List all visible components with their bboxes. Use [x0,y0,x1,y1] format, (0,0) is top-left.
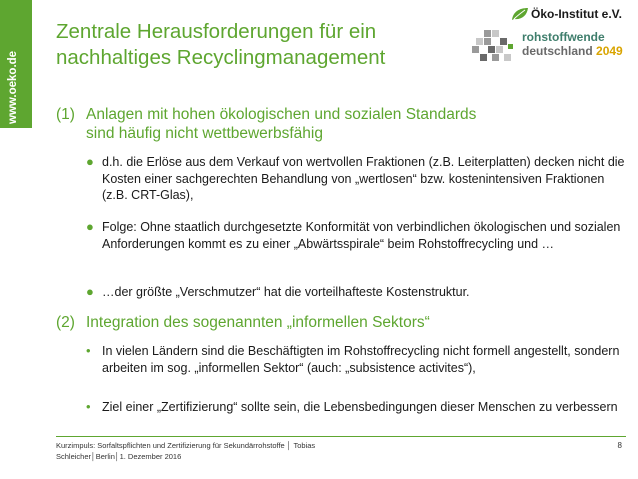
oeko-institut-name: Öko-Institut e.V. [531,7,622,21]
sidebar-url[interactable]: www.oeko.de [7,50,19,124]
oeko-institut-logo [511,6,622,22]
slide-title [56,19,426,71]
slide-title-line-2: nachhaltiges Recyclingmanagement [56,46,386,69]
page-number: 8 [617,441,622,450]
section-2-bullet-1 [86,343,626,376]
bullet-text: …der größte „Verschmutzer“ hat die vorteilhafteste Kostenstruktur. [102,285,470,299]
bullet-text: d.h. die Erlöse aus dem Verkauf von wertvollen Fraktionen (z.B. Leiterplatten) decken nicht die Kosten einer sachgerechten Behandlung von „wertlosen“ bzw. kostenintensiven Fraktionen (z.B. CRT-Glas), [102,155,625,202]
rohstoffwende-logo [472,30,623,66]
section-1-heading [56,105,536,143]
bullet-dot-icon: ● [86,219,94,234]
section-2-number: (2) [56,314,75,331]
footer-text: Kurzimpuls: Sorfaltspflichten und Zertifizierung für Sekundärrohstoffe │ Tobias Schleicher│Berlin│1. Dezember 2016 [56,441,316,461]
bullet-dot-icon: • [86,399,91,414]
section-1-number: (1) [56,106,75,123]
section-2-heading-line-1: Integration des sogenannten „informellen Sektors“ [86,314,430,331]
bullet-dot-icon: ● [86,284,94,299]
rohstoffwende-subtitle [522,44,623,58]
rohstoffwende-grid-icon [472,30,516,66]
bullet-text: In vielen Ländern sind die Beschäftigten im Rohstoffrecycling nicht formell angestellt, sondern arbeiten im sog. „informellen Sektor“ (auch: „subsistence activites“), [102,344,620,375]
bullet-dot-icon: ● [86,154,94,169]
section-2-bullet-2 [86,399,626,416]
rohstoffwende-name: rohstoffwende [522,30,605,44]
rohstoffwende-country: deutschland [522,44,593,58]
rohstoffwende-year: 2049 [596,44,623,58]
leaf-icon [511,7,529,21]
section-2-heading [56,313,536,332]
section-1-bullet-2 [86,219,626,252]
section-1-heading-line-2: sind häufig nicht wettbewerbsfähig [86,125,323,142]
section-1-bullet-1 [86,154,626,204]
bullet-text: Ziel einer „Zertifizierung“ sollte sein, die Lebensbedingungen dieser Menschen zu verbessern [102,400,618,414]
section-1-bullet-3 [86,284,626,301]
slide-title-line-1: Zentrale Herausforderungen für ein [56,20,377,43]
bullet-dot-icon: • [86,343,91,358]
footer-divider [56,436,626,437]
section-1-heading-line-1: Anlagen mit hohen ökologischen und sozialen Standards [86,106,477,123]
bullet-text: Folge: Ohne staatlich durchgesetzte Konformität von verbindlichen ökologischen und sozialen Anforderungen kommt es zu einer „Abwärtsspirale“ beim Rohstoffrecycling und … [102,220,621,251]
